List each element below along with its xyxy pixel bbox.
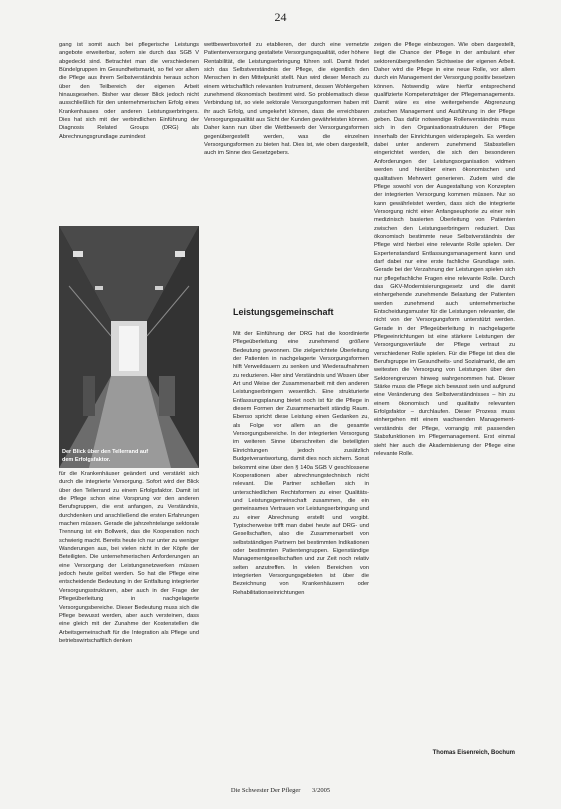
column-1-bottom bbox=[59, 470, 199, 645]
column-2-top-text: wettbewerbsvorteil zu etablieren, der durch eine vernetzte Patientenversorgung gestaltete Versorgungsqualität, oder höhere Rentabilität, die Leistungserbringung führen soll. Damit findet sich das Selbstverständnis der Pflege, die eigentlich den Menschen in den Mittelpunkt stellt. Nun wird dieser Mensch zu einem wirtschaftlich relevanten Instrument, dessen Wohlergehen zunehmend ökonomisch bestimmt wird. So problematisch diese Verbindung ist, so viele sektorale Versorgungsformen haben mit ihr auch Erfolg, und umgekehrt können, dass die erreichbaren Versorgungsqualität aus Sicht der Kunden gewährleisten können. Daher kann nun über die Wettbewerb der Versorgungsformen gegenübergestellt werden, was die einzelnen Versorgungsformen zu bieten hat. Dies ist, wie oben dargestellt, auch im Sinne des Gesetzgebers. bbox=[204, 42, 369, 157]
photo-caption: Der Blick über den Tellerrand auf dem Erfolgsfaktor. bbox=[62, 449, 149, 463]
column-2-top bbox=[204, 41, 369, 158]
page-footer bbox=[0, 787, 561, 794]
column-2-bottom-text: Mit der Einführung der DRG hat die koordinierte Pflegeüberleitung eine zunehmend größere Bedeutung gewonnen. Die zielgerichtete Überleitung der Patienten in nachgelagerte Versorgungsformen hilft Verweildauern zu senken und Wiederaufnahmen zu reduzieren. Hier sind Verständnis und Wissen über Art und Weise der Zusammenarbeit mit den anderen Leistungserbringern wesentlich. Eine strukturierte Entlassungsplanung bietet noch ist für die Pflege in diesem Formen der Zusammenarbeit ständig Raum. Ebenso spricht diese Leistung einen Gedanken zu, als Folge vor allem an die gesamte Versorgungsbereiche. In der integrierten Versorgung im weiteren Sinne überschreiten die beteiligten Einrichtungen jedoch zusätzlich Budgetverantwortung, damit dies noch sichern. Sonst bekommt eine über den § 140a SGB V geschlossene Kooperationen aber abrechnungstechnisch nicht relevant. Die Partner schließen sich in unterschiedlichen Rechtsformen zu einer Qualitäts- und Leistungsgemeinschaft zusammen, die ein gemeinsames Vertrauen vor Leistungserbringung und zu einer Abrechnung erstellt und vorgibt. Typischerweise trifft man dabei heute auf DRG- und Gesellschaften, also die Zusammenarbeit von selbstständigen Partnern bei bestimmten Indikationen oder bestimmten Patientengruppen. Eigenständige Managementgesellschaften und zur Zeit noch relativ selten anzutreffen. In vielen Bereichen von integrierten Versorgungsgebieten ist über die Bezeichnung von Krankenhäusern oder Rehabilitationseinrichtungen bbox=[233, 331, 369, 596]
column-1-top-text: gang ist somit auch bei pflegerische Leistungs angebote erweiterbar, sofern sie durch das SGB V abgedeckt sind. Betrachtet man die verschiedenen Bündelgruppen im Gesundheitsmarkt, so fiel vor allem die Pflege aus ihrem Selbstverständnis heraus schon über den Teilbereich der eigenen Arbeit hinausgesehen. Bisher war dieser Blick jedoch nicht ausschließlich für den unternehmerischen Erfolg eines Krankenhauses oder anderen Leistungserbringers. Dies hat sich mit der verbindlichen Einführung der Diagnosis Related Groups (DRG) als Abrechnungsgrundlage zumindest bbox=[59, 42, 199, 140]
column-1-top bbox=[59, 41, 199, 141]
column-1-bottom-text: für die Krankenhäuser geändert und verstärkt sich durch die integrierte Versorgung. Sofort wird der Blick über den Tellerrand zu einem Erfolgsfaktor. Damit ist die Pflege schon eine Vorsprung vor den anderen Berufsgruppen, die erst anfangen, zu Verständnis, durchdenken und anschließend die ersten Erfahrungen machen müssen. Gerade die jahrzehntelange sektorale Trennung ist ein Bollwerk, das die Kooperation noch schwierig macht. Bereits heute ich nur unter zu weniger Wanderungen aus, bei vielen nicht in der Köpfe der Beteiligten. Die unternehmerischen Anforderungen an eine Versorgung der Leistungsnetzwerken müssen jedoch heute gelöst werden. So hat die Pflege eine entscheidende Bedeutung in der Entfaltung integrierter Versorgungsstrukturen, aber auch in der Frage der Pflegeüberleitung in nachgelagerte Versorgungsbereiche. Dieser Bedeutung muss sich die Pflege bewusst werden, aber auch versteinen, dass eine gleich mit der Zunahme der Kostenstellen die Arbeitsgemeinschaft für die Integration als Pflege und betriebswirtschaftlich denken bbox=[59, 471, 199, 644]
page-number: 24 bbox=[274, 10, 287, 24]
section-heading: Leistungsgemeinschaft bbox=[233, 307, 334, 317]
footer-issue: 3/2005 bbox=[312, 787, 331, 794]
column-3 bbox=[374, 41, 515, 458]
column-3-text: zeigen die Pflege einbezogen. Wie oben dargestellt, liegt die Chance der Pflege in der ambulant eher sektorenübergreifenden Sichtweise der eigenen Arbeit. Daher wird die Pflege in eine neue Rolle, vor allem durch ein Management der Versorgung positiv besetzen können. Notwendig wäre hierfür entsprechend qualifizierte Kompetenzträger der Pflegemanagements. Damit wäre es eine weitergehende Abgrenzung zwischen Management und Ausführung in der Pflege geben. Das dafür notwendige Rollenverständnis muss sich in den Organisationsstrukturen der Pflege innerhalb der Einrichtungen widerspiegeln. Es werden dabei unter anderem zunehmend Stabsstellen eingerichtet werden, die sich den besonderen Anforderungen der Leistungsorganisation widmen werden und hierüber einen ökonomischen und qualitativen Mehrwert generieren. Zudem wird die Pflege sowohl von der Ausgestaltung von Konzepten der integrierten Versorgung kommen müssen. Nur so kann gewährleistet werden, dass sich die integrierte Versorgung nicht einer Anfangseuphorie zu einer rein medizinisch basierten Überleitung von Patienten zwischen den Leistungserbringern reduziert. Das ökonomisch bestimmte neue Selbstverständnis der Pflege wird hierbei eine relevante Rolle spielen. Der Expertenstandard Entlassungsmanagement kann und darf dabei nur eine erste fachliche Grundlage sein. Gerade bei der Verzahnung der Leistungen spielen sich nur pflegefachliche Fragen eine relevante Rolle. Durch das GKV-Modernisierungsgesetz und die damit einhergehende zunehmende Belastung der Patienten werden zunehmend auch unternehmerische Entscheidungsmuster für die Leistungen relevanter, die nicht von der Versorgungsform unterstützt werden. Gerade in der Pflegeüberleitung in nachgelagerte Pflegeeinrichtungen ist eine stärkere Leistungen der Versorgungsverläufe der Pflege vertraut zu verschiedener Rolle spielen. Für die Pflege ist dies die Berufsgruppe im Gesundheits- und Sozialmarkt, die am weitesten die Versorgung von Leistungen über den Sektorengrenzen hinweg wahrgenommen hat. Dieser Stärke muss die Pflege sich bewusst sein und aufgrund eine Veränderung des Selbstverständnisses – hin zu einem ökonomisch und qualitativ relevanten Erfolgsfaktor – durchlaufen. Dieser Prozess muss einhergehen mit einem wachsenden Managementverständnis der Pflege, vorrangig mit passenden Stabsfunktionen im Pflegemanagement. Erst einmal sieht hier auch die Akademisierung der Pflege eine relevante Rolle. bbox=[374, 42, 516, 457]
corridor-photo bbox=[59, 226, 199, 468]
column-2-bottom bbox=[233, 330, 369, 597]
author-signature: Thomas Eisenreich, Bochum bbox=[432, 750, 515, 756]
footer-magazine-name: Die Schwester Der Pfleger bbox=[230, 787, 301, 794]
corridor-photo-illustration bbox=[59, 226, 199, 468]
